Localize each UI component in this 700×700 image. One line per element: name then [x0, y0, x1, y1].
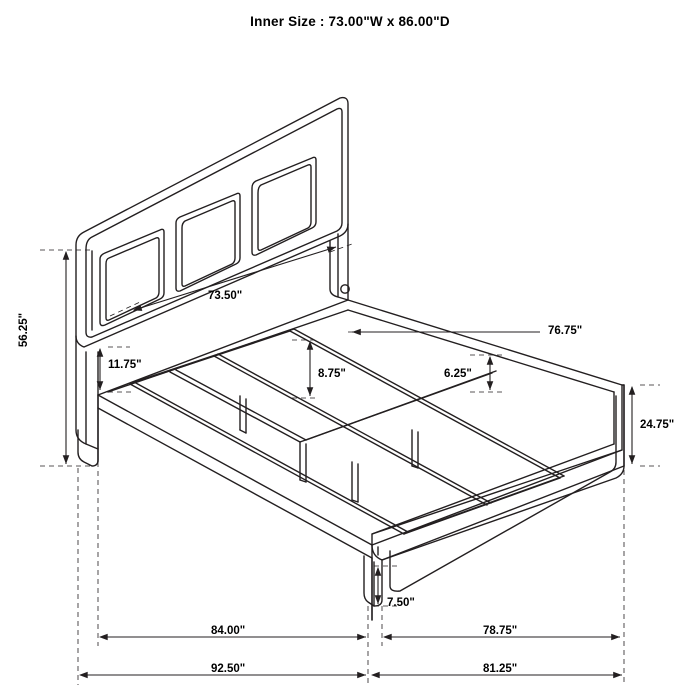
dimension-label-side-rail-length-right: 78.75" [483, 625, 518, 637]
dimension-label-footboard-height: 24.75" [640, 419, 675, 431]
dimension-label-slat-height: 8.75" [318, 368, 346, 380]
dimension-label-rail-offset: 6.25" [444, 368, 472, 380]
dimension-label-headboard-height: 56.25" [18, 312, 30, 348]
page-title: Inner Size : 73.00"W x 86.00"D [250, 14, 450, 29]
dimension-label-overall-length-right: 81.25" [483, 663, 518, 675]
dimension-label-headboard-clearance: 11.75" [108, 359, 142, 371]
dimension-label-footboard-leg-height: 7.50" [387, 597, 415, 609]
bed-outline [76, 98, 624, 620]
dimension-label-side-rail-length-left: 84.00" [211, 625, 246, 637]
dimension-label-overall-length-left: 92.50" [211, 663, 246, 675]
dimension-label-headboard-panel-width: 73.50" [208, 290, 243, 302]
dimension-label-inner-depth: 76.75" [548, 325, 583, 337]
